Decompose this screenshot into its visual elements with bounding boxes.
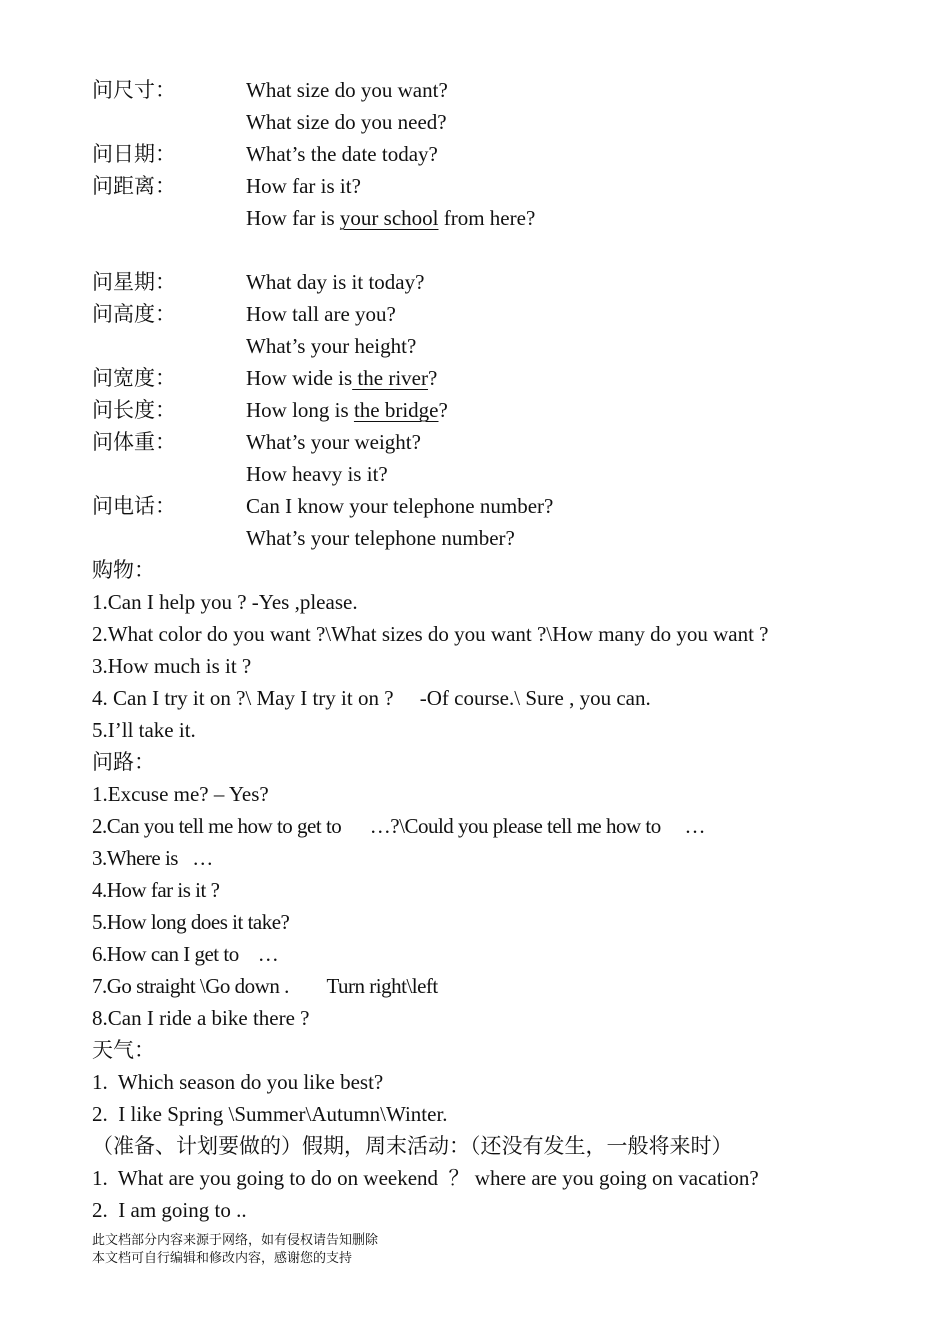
- list-item: 1.Excuse me? – Yes?: [92, 782, 269, 806]
- list-item: 3.Where is …: [92, 846, 213, 870]
- label-width: 问宽度：: [92, 366, 176, 390]
- list-item: 1. What are you going to do on weekend ？ where are you going on vacation?: [92, 1166, 759, 1190]
- label-length: 问长度：: [92, 398, 176, 422]
- list-item: 2.What color do you want ?\What sizes do you want ?\How many do you want ?: [92, 622, 769, 646]
- question-text: How far is it?: [246, 174, 361, 198]
- underlined-blank: the river: [352, 366, 428, 390]
- label-phone: 问电话：: [92, 494, 176, 518]
- section-heading: （准备、计划要做的）假期，周末活动：（还没有发生，一般将来时）: [92, 1134, 733, 1158]
- question-text: [246, 364, 437, 392]
- section-heading: 购物：: [92, 558, 155, 582]
- question-text: How heavy is it?: [246, 462, 388, 486]
- question-text-post: ?: [427, 366, 438, 390]
- list-item: 2.Can you tell me how to get to …?\Could you please tell me how to …: [92, 814, 705, 838]
- list-item: 2. I am going to ..: [92, 1198, 247, 1222]
- list-item: 2. I like Spring \Summer\Autumn\Winter.: [92, 1102, 448, 1126]
- footer-note: 此文档部分内容来源于网络，如有侵权请告知删除: [92, 1233, 379, 1248]
- question-text-post: from here?: [438, 206, 536, 230]
- label-size: 问尺寸：: [92, 78, 176, 102]
- list-item: 7.Go straight \Go down . Turn right\left: [92, 974, 438, 998]
- list-item: 4. Can I try it on ?\ May I try it on ? -Of course.\ Sure , you can.: [92, 686, 651, 710]
- question-text: What’s the date today?: [246, 142, 438, 166]
- label-weight: 问体重：: [92, 430, 176, 454]
- label-weekday: 问星期：: [92, 270, 176, 294]
- list-item: 5.I’ll take it.: [92, 718, 196, 742]
- question-text: [246, 204, 535, 232]
- question-text: What day is it today?: [246, 270, 425, 294]
- section-heading: 问路：: [92, 750, 155, 774]
- question-text: What size do you need?: [246, 110, 447, 134]
- underlined-blank: the bridge: [353, 398, 439, 422]
- question-text: What’s your weight?: [246, 430, 421, 454]
- underlined-blank: your school: [339, 206, 439, 230]
- question-text: What size do you want?: [246, 78, 448, 102]
- list-item: 4.How far is it ?: [92, 878, 220, 902]
- section-heading: 天气：: [92, 1038, 155, 1062]
- question-text: What’s your telephone number?: [246, 526, 515, 550]
- label-date: 问日期：: [92, 142, 176, 166]
- footer-note: 本文档可自行编辑和修改内容，感谢您的支持: [92, 1251, 353, 1266]
- question-text: What’s your height?: [246, 334, 417, 358]
- question-text-pre: How far is: [246, 206, 340, 230]
- question-text-pre: How long is: [246, 398, 354, 422]
- list-item: 1.Can I help you ? -Yes ,please.: [92, 590, 358, 614]
- question-text: Can I know your telephone number?: [246, 494, 554, 518]
- list-item: 6.How can I get to …: [92, 942, 279, 966]
- question-text: How tall are you?: [246, 302, 396, 326]
- question-text-pre: How wide is: [246, 366, 353, 390]
- label-height: 问高度：: [92, 302, 176, 326]
- list-item: 3.How much is it ?: [92, 654, 252, 678]
- question-text: [246, 396, 448, 424]
- label-distance: 问距离：: [92, 174, 176, 198]
- list-item: 1. Which season do you like best?: [92, 1070, 384, 1094]
- list-item: 5.How long does it take?: [92, 910, 290, 934]
- list-item: 8.Can I ride a bike there ?: [92, 1006, 310, 1030]
- question-text-post: ?: [438, 398, 448, 422]
